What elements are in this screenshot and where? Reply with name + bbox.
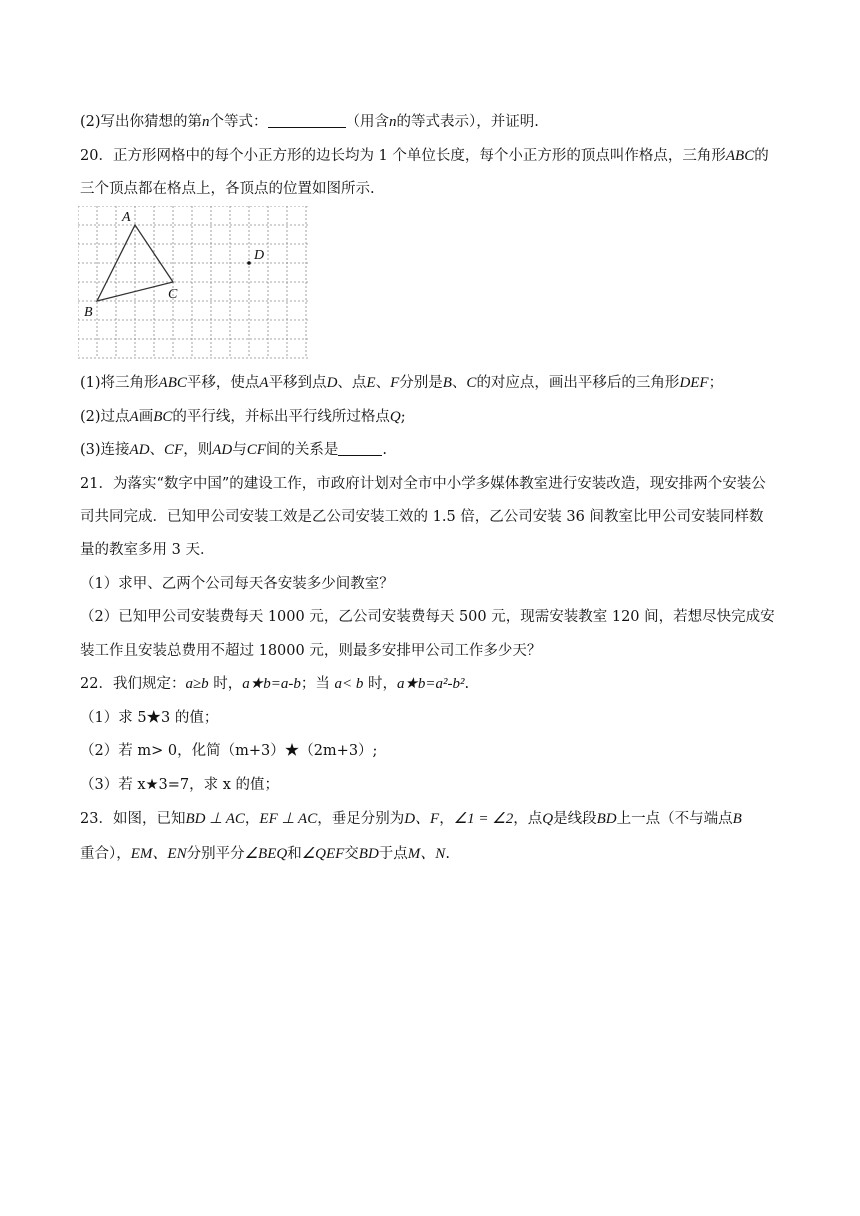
text: ； <box>708 375 724 391</box>
text: 22．我们规定： <box>80 676 186 692</box>
text: 、 <box>451 375 467 391</box>
point-d <box>247 261 251 265</box>
q20-part3 <box>80 441 780 459</box>
text: ，点 <box>513 811 543 827</box>
text: (1)将三角形 <box>80 375 159 391</box>
sym: ∠QEF <box>301 846 345 862</box>
q20-stem-line1 <box>80 147 780 165</box>
q21-part2-line1: （2）已知甲公司安装费每天 1000 元，乙公司安装费每天 500 元，现需安装教室 120 间，若想尽快完成安 <box>80 609 775 625</box>
text: 、点 <box>337 375 367 391</box>
text: 时， <box>363 676 397 692</box>
q22-part1: （1）求 5★3 的值； <box>80 710 219 726</box>
text: 的对应点，画出平移后的三角形 <box>476 375 680 391</box>
q21-line2: 司共同完成．已知甲公司安装工效是乙公司安装工效的 1.5 倍，乙公司安装 36 间教室比甲公司安装同样数 <box>80 509 764 525</box>
q23-line2 <box>80 845 780 863</box>
text: 、 <box>375 375 391 391</box>
q20-part2 <box>80 408 780 426</box>
text: 平移，使点 <box>186 375 260 391</box>
text: (2)写出你猜想的第 <box>80 114 203 130</box>
sym: A <box>129 409 139 425</box>
text: 时， <box>208 676 243 692</box>
text: 画 <box>138 409 154 425</box>
q21-part1: （1）求甲、乙两个公司每天各安装多少间教室？ <box>80 576 394 592</box>
label-d: D <box>254 248 265 263</box>
sym: CF <box>246 442 266 458</box>
text: . <box>445 846 450 862</box>
answer-blank[interactable] <box>268 113 346 128</box>
text: 和 <box>287 846 302 862</box>
text: 重合）， <box>80 846 131 862</box>
text: 上一点（不与端点 <box>616 811 733 827</box>
sym: B <box>732 811 742 827</box>
text: 是线段 <box>553 811 597 827</box>
rule1-expr: a★b=a-b <box>242 676 301 692</box>
sym: BC <box>153 409 173 425</box>
text: 分别平分 <box>186 846 245 862</box>
answer-blank[interactable] <box>338 441 382 456</box>
text: 分别是 <box>399 375 443 391</box>
sym: M、N <box>407 846 446 862</box>
text: . <box>464 676 470 692</box>
q21-line1: 21．为落实“数字中国”的建设工作，市政府计划对全市中小学多媒体教室进行安装改造，现安排两个安装公 <box>80 476 766 492</box>
text: 的等式表示），并证明. <box>396 114 539 130</box>
sym: Q <box>542 811 554 827</box>
text: 与 <box>232 442 247 458</box>
q22-intro <box>80 675 780 693</box>
sym: E <box>366 375 376 391</box>
q23-line1 <box>80 810 780 828</box>
text: 20．正方形网格中的每个小正方形的边长均为 1 个单位长度，每个小正方形的顶点叫作格点，三角形 <box>80 148 726 164</box>
var-n: n <box>389 114 397 130</box>
sym: ABC <box>158 375 187 391</box>
rule1: a≥b <box>185 676 209 692</box>
sym: EM、EN <box>130 846 187 862</box>
label-c: C <box>168 287 178 302</box>
text: (2)过点 <box>80 409 130 425</box>
text: 交 <box>344 846 359 862</box>
text: 23．如图，已知 <box>80 811 186 827</box>
sym: CF <box>164 442 184 458</box>
var-n: n <box>202 114 210 130</box>
sym: B <box>442 375 452 391</box>
text: ，垂足分别为 <box>317 811 405 827</box>
sym: Q <box>389 409 401 425</box>
text: ， <box>244 811 260 827</box>
sym: A <box>259 375 269 391</box>
text: 的 <box>754 148 769 164</box>
label-a: A <box>122 210 131 225</box>
text: 间的关系是 <box>265 442 339 458</box>
q22-part2: （2）若 m> 0，化简（m+3）★（2m+3）; <box>80 743 378 759</box>
sym: ∠1 = ∠2 <box>453 811 514 827</box>
rule2: a< b <box>334 676 364 692</box>
triangle-abc: ABC <box>725 148 755 164</box>
sym: D、F <box>404 811 440 827</box>
text: ；当 <box>300 676 335 692</box>
sym: BD ⊥ AC <box>185 811 245 827</box>
sym: F <box>390 375 400 391</box>
text: 于点 <box>378 846 408 862</box>
sym: AD <box>129 442 150 458</box>
text: 三个顶点都在格点上，各顶点的位置如图所示. <box>80 181 375 197</box>
q20-part1 <box>80 374 780 392</box>
grid-figure <box>78 206 310 360</box>
sym: BD <box>596 811 617 827</box>
text: （用含 <box>345 114 390 130</box>
sym: AD <box>212 442 233 458</box>
sym: ∠BEQ <box>244 846 288 862</box>
label-b: B <box>84 305 93 320</box>
q21-line3: 量的教室多用 3 天． <box>80 542 215 558</box>
text: 、 <box>149 442 165 458</box>
text: ; <box>400 409 406 425</box>
q22-part3: （3）若 x★3=7，求 x 的值； <box>80 777 280 793</box>
q19-part2 <box>80 113 780 131</box>
grid-lines <box>78 206 308 358</box>
q21-part2-line2: 装工作且安装总费用不超过 18000 元，则最多安排甲公司工作多少天？ <box>80 643 542 659</box>
sym: EF ⊥ AC <box>259 811 318 827</box>
sym: D <box>326 375 338 391</box>
text: (3)连接 <box>80 442 130 458</box>
rule2-expr: a★b=a²-b² <box>396 676 465 692</box>
text: ， <box>439 811 454 827</box>
text: 个等式： <box>209 114 268 130</box>
text: . <box>382 442 387 458</box>
text: ，则 <box>183 442 213 458</box>
text: 平移到点 <box>268 375 327 391</box>
sym: C <box>466 375 477 391</box>
sym: BD <box>358 846 379 862</box>
sym: DEF <box>679 375 709 391</box>
q20-stem-line2 <box>80 180 780 198</box>
text: 的平行线，并标出平行线所过格点 <box>172 409 390 425</box>
